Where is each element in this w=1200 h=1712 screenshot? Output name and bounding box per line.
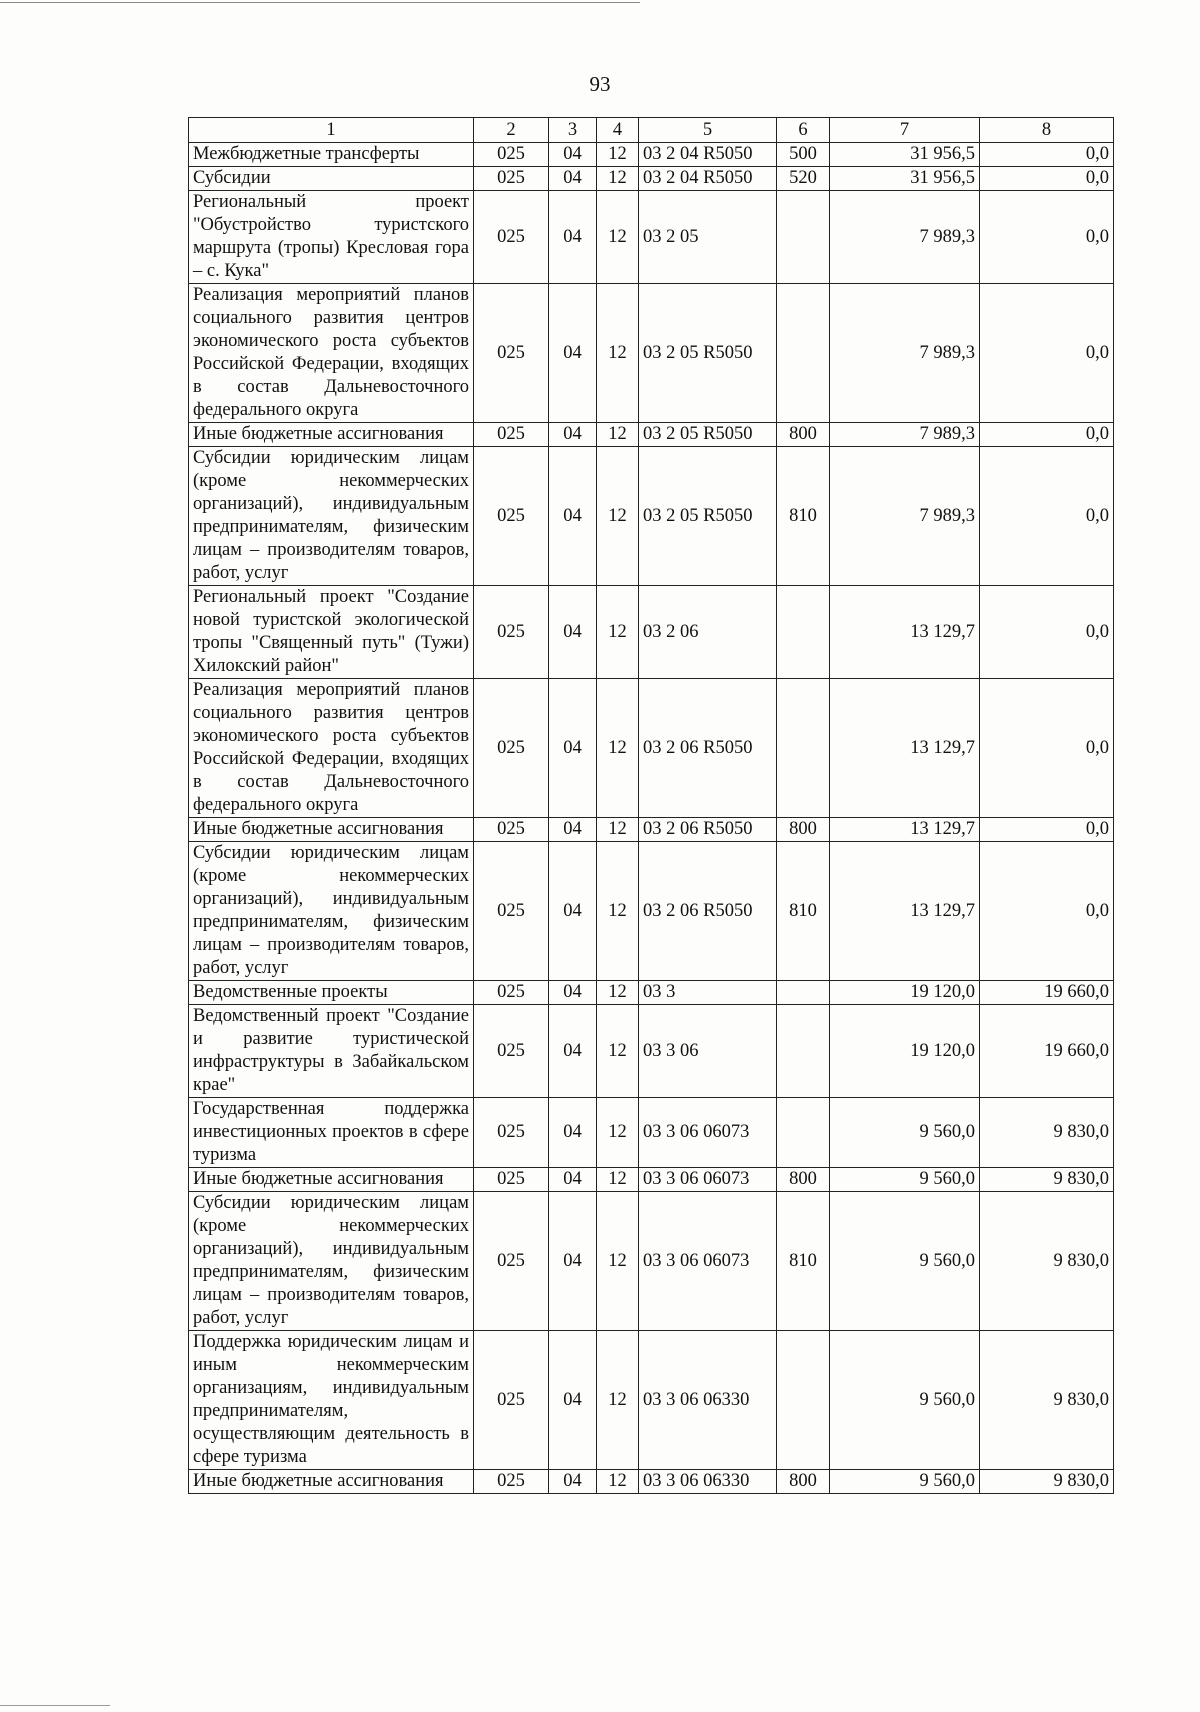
target-article-cell: 03 3 06 06330 bbox=[639, 1470, 777, 1494]
year1-amount-cell: 9 560,0 bbox=[830, 1192, 980, 1331]
year1-amount-cell: 13 129,7 bbox=[830, 586, 980, 679]
year2-amount-cell: 19 660,0 bbox=[980, 1005, 1114, 1098]
expense-type-cell bbox=[777, 981, 830, 1005]
row-name-cell: Иные бюджетные ассигнования bbox=[189, 423, 474, 447]
row-name-cell: Ведомственный проект "Создание и развитие туристической инфраструктуры в Забайкальском крае" bbox=[189, 1005, 474, 1098]
row-name-cell: Ведомственные проекты bbox=[189, 981, 474, 1005]
expense-type-cell bbox=[777, 586, 830, 679]
column-header: 1 bbox=[189, 118, 474, 143]
target-article-cell: 03 3 bbox=[639, 981, 777, 1005]
row-name-cell: Субсидии юридическим лицам (кроме некоммерческих организаций), индивидуальным предпринимателям, физическим лицам – производителям товаров, работ, услуг bbox=[189, 447, 474, 586]
subsection-cell: 04 bbox=[549, 1098, 597, 1168]
year2-amount-cell: 0,0 bbox=[980, 818, 1114, 842]
subsection2-cell: 12 bbox=[597, 167, 639, 191]
section-code-cell: 025 bbox=[474, 1098, 549, 1168]
target-article-cell: 03 2 06 R5050 bbox=[639, 818, 777, 842]
subsection2-cell: 12 bbox=[597, 191, 639, 284]
year1-amount-cell: 7 989,3 bbox=[830, 447, 980, 586]
section-code-cell: 025 bbox=[474, 981, 549, 1005]
year1-amount-cell: 9 560,0 bbox=[830, 1098, 980, 1168]
target-article-cell: 03 3 06 06073 bbox=[639, 1168, 777, 1192]
table-row bbox=[189, 1331, 1114, 1470]
target-article-cell: 03 2 05 bbox=[639, 191, 777, 284]
expense-type-cell bbox=[777, 191, 830, 284]
table-row bbox=[189, 1098, 1114, 1168]
year2-amount-cell: 0,0 bbox=[980, 143, 1114, 167]
table-row bbox=[189, 586, 1114, 679]
expense-type-cell bbox=[777, 1098, 830, 1168]
column-header: 5 bbox=[639, 118, 777, 143]
subsection-cell: 04 bbox=[549, 143, 597, 167]
table-row bbox=[189, 423, 1114, 447]
subsection2-cell: 12 bbox=[597, 143, 639, 167]
subsection-cell: 04 bbox=[549, 586, 597, 679]
row-name-cell: Региональный проект "Обустройство туристского маршрута (тропы) Кресловая гора – с. Кука" bbox=[189, 191, 474, 284]
subsection-cell: 04 bbox=[549, 1192, 597, 1331]
subsection-cell: 04 bbox=[549, 191, 597, 284]
row-name-cell: Субсидии юридическим лицам (кроме некоммерческих организаций), индивидуальным предпринимателям, физическим лицам – производителям товаров, работ, услуг bbox=[189, 842, 474, 981]
subsection-cell: 04 bbox=[549, 842, 597, 981]
subsection2-cell: 12 bbox=[597, 423, 639, 447]
year2-amount-cell: 19 660,0 bbox=[980, 981, 1114, 1005]
table-row bbox=[189, 1168, 1114, 1192]
row-name-cell: Иные бюджетные ассигнования bbox=[189, 1470, 474, 1494]
scan-edge-line bbox=[0, 1705, 110, 1706]
subsection-cell: 04 bbox=[549, 818, 597, 842]
section-code-cell: 025 bbox=[474, 586, 549, 679]
year1-amount-cell: 9 560,0 bbox=[830, 1470, 980, 1494]
column-header: 2 bbox=[474, 118, 549, 143]
row-name-cell: Иные бюджетные ассигнования bbox=[189, 1168, 474, 1192]
year1-amount-cell: 9 560,0 bbox=[830, 1168, 980, 1192]
table-row bbox=[189, 143, 1114, 167]
subsection2-cell: 12 bbox=[597, 1470, 639, 1494]
column-header: 3 bbox=[549, 118, 597, 143]
year1-amount-cell: 9 560,0 bbox=[830, 1331, 980, 1470]
page-number: 93 bbox=[589, 72, 611, 96]
expense-type-cell: 800 bbox=[777, 818, 830, 842]
row-name-cell: Реализация мероприятий планов социального развития центров экономического роста субъектов Российской Федерации, входящих в состав Дальневосточного федерального округа bbox=[189, 679, 474, 818]
column-header: 6 bbox=[777, 118, 830, 143]
table-row bbox=[189, 1005, 1114, 1098]
subsection2-cell: 12 bbox=[597, 1005, 639, 1098]
row-name-cell: Поддержка юридическим лицам и иным некоммерческим организациям, индивидуальным предпринимателям, осуществляющим деятельность в сфере туризма bbox=[189, 1331, 474, 1470]
row-name-cell: Государственная поддержка инвестиционных проектов в сфере туризма bbox=[189, 1098, 474, 1168]
year2-amount-cell: 0,0 bbox=[980, 447, 1114, 586]
section-code-cell: 025 bbox=[474, 818, 549, 842]
subsection-cell: 04 bbox=[549, 1470, 597, 1494]
year2-amount-cell: 0,0 bbox=[980, 842, 1114, 981]
subsection2-cell: 12 bbox=[597, 1331, 639, 1470]
year2-amount-cell: 9 830,0 bbox=[980, 1192, 1114, 1331]
subsection2-cell: 12 bbox=[597, 679, 639, 818]
year2-amount-cell: 9 830,0 bbox=[980, 1168, 1114, 1192]
table-row bbox=[189, 447, 1114, 586]
table-row bbox=[189, 167, 1114, 191]
expense-type-cell bbox=[777, 1005, 830, 1098]
target-article-cell: 03 2 04 R5050 bbox=[639, 167, 777, 191]
target-article-cell: 03 3 06 06330 bbox=[639, 1331, 777, 1470]
expense-type-cell: 810 bbox=[777, 447, 830, 586]
target-article-cell: 03 3 06 06073 bbox=[639, 1098, 777, 1168]
table-row bbox=[189, 1470, 1114, 1494]
column-header: 7 bbox=[830, 118, 980, 143]
row-name-cell: Межбюджетные трансферты bbox=[189, 143, 474, 167]
table-row bbox=[189, 284, 1114, 423]
column-header: 8 bbox=[980, 118, 1114, 143]
subsection2-cell: 12 bbox=[597, 1098, 639, 1168]
year2-amount-cell: 0,0 bbox=[980, 423, 1114, 447]
subsection-cell: 04 bbox=[549, 1331, 597, 1470]
expense-type-cell bbox=[777, 679, 830, 818]
year1-amount-cell: 7 989,3 bbox=[830, 284, 980, 423]
section-code-cell: 025 bbox=[474, 191, 549, 284]
target-article-cell: 03 2 05 R5050 bbox=[639, 447, 777, 586]
table-row bbox=[189, 191, 1114, 284]
table-row bbox=[189, 981, 1114, 1005]
target-article-cell: 03 3 06 06073 bbox=[639, 1192, 777, 1331]
table-header-row bbox=[189, 118, 1114, 143]
expense-type-cell bbox=[777, 284, 830, 423]
row-name-cell: Субсидии bbox=[189, 167, 474, 191]
section-code-cell: 025 bbox=[474, 167, 549, 191]
section-code-cell: 025 bbox=[474, 679, 549, 818]
expense-type-cell: 520 bbox=[777, 167, 830, 191]
section-code-cell: 025 bbox=[474, 1192, 549, 1331]
year2-amount-cell: 9 830,0 bbox=[980, 1098, 1114, 1168]
year1-amount-cell: 31 956,5 bbox=[830, 143, 980, 167]
section-code-cell: 025 bbox=[474, 447, 549, 586]
budget-table bbox=[188, 117, 1114, 1494]
subsection2-cell: 12 bbox=[597, 1168, 639, 1192]
section-code-cell: 025 bbox=[474, 1470, 549, 1494]
table-row bbox=[189, 679, 1114, 818]
year1-amount-cell: 13 129,7 bbox=[830, 679, 980, 818]
year2-amount-cell: 0,0 bbox=[980, 191, 1114, 284]
section-code-cell: 025 bbox=[474, 423, 549, 447]
subsection-cell: 04 bbox=[549, 1005, 597, 1098]
year2-amount-cell: 0,0 bbox=[980, 586, 1114, 679]
section-code-cell: 025 bbox=[474, 1331, 549, 1470]
target-article-cell: 03 2 06 R5050 bbox=[639, 842, 777, 981]
year2-amount-cell: 0,0 bbox=[980, 167, 1114, 191]
section-code-cell: 025 bbox=[474, 284, 549, 423]
year2-amount-cell: 0,0 bbox=[980, 679, 1114, 818]
year1-amount-cell: 7 989,3 bbox=[830, 191, 980, 284]
subsection-cell: 04 bbox=[549, 447, 597, 586]
target-article-cell: 03 2 06 R5050 bbox=[639, 679, 777, 818]
column-header: 4 bbox=[597, 118, 639, 143]
year2-amount-cell: 9 830,0 bbox=[980, 1331, 1114, 1470]
section-code-cell: 025 bbox=[474, 842, 549, 981]
expense-type-cell: 500 bbox=[777, 143, 830, 167]
section-code-cell: 025 bbox=[474, 143, 549, 167]
year1-amount-cell: 7 989,3 bbox=[830, 423, 980, 447]
expense-type-cell: 800 bbox=[777, 1168, 830, 1192]
subsection-cell: 04 bbox=[549, 167, 597, 191]
subsection-cell: 04 bbox=[549, 981, 597, 1005]
section-code-cell: 025 bbox=[474, 1168, 549, 1192]
year2-amount-cell: 9 830,0 bbox=[980, 1470, 1114, 1494]
subsection-cell: 04 bbox=[549, 423, 597, 447]
section-code-cell: 025 bbox=[474, 1005, 549, 1098]
row-name-cell: Иные бюджетные ассигнования bbox=[189, 818, 474, 842]
expense-type-cell bbox=[777, 1331, 830, 1470]
subsection2-cell: 12 bbox=[597, 981, 639, 1005]
subsection2-cell: 12 bbox=[597, 284, 639, 423]
expense-type-cell: 800 bbox=[777, 1470, 830, 1494]
expense-type-cell: 800 bbox=[777, 423, 830, 447]
row-name-cell: Региональный проект "Создание новой туристской экологической тропы "Священный путь" (Тужи) Хилокский район" bbox=[189, 586, 474, 679]
year1-amount-cell: 13 129,7 bbox=[830, 818, 980, 842]
target-article-cell: 03 2 04 R5050 bbox=[639, 143, 777, 167]
subsection-cell: 04 bbox=[549, 284, 597, 423]
subsection-cell: 04 bbox=[549, 1168, 597, 1192]
table-row bbox=[189, 818, 1114, 842]
year1-amount-cell: 19 120,0 bbox=[830, 981, 980, 1005]
subsection2-cell: 12 bbox=[597, 842, 639, 981]
subsection2-cell: 12 bbox=[597, 447, 639, 586]
target-article-cell: 03 2 06 bbox=[639, 586, 777, 679]
subsection2-cell: 12 bbox=[597, 586, 639, 679]
table-row bbox=[189, 842, 1114, 981]
subsection2-cell: 12 bbox=[597, 1192, 639, 1331]
target-article-cell: 03 2 05 R5050 bbox=[639, 423, 777, 447]
year1-amount-cell: 19 120,0 bbox=[830, 1005, 980, 1098]
subsection-cell: 04 bbox=[549, 679, 597, 818]
scan-edge-line bbox=[0, 2, 640, 3]
subsection2-cell: 12 bbox=[597, 818, 639, 842]
year2-amount-cell: 0,0 bbox=[980, 284, 1114, 423]
target-article-cell: 03 3 06 bbox=[639, 1005, 777, 1098]
row-name-cell: Реализация мероприятий планов социального развития центров экономического роста субъектов Российской Федерации, входящих в состав Дальневосточного федерального округа bbox=[189, 284, 474, 423]
year1-amount-cell: 13 129,7 bbox=[830, 842, 980, 981]
year1-amount-cell: 31 956,5 bbox=[830, 167, 980, 191]
target-article-cell: 03 2 05 R5050 bbox=[639, 284, 777, 423]
row-name-cell: Субсидии юридическим лицам (кроме некоммерческих организаций), индивидуальным предпринимателям, физическим лицам – производителям товаров, работ, услуг bbox=[189, 1192, 474, 1331]
expense-type-cell: 810 bbox=[777, 842, 830, 981]
expense-type-cell: 810 bbox=[777, 1192, 830, 1331]
table-row bbox=[189, 1192, 1114, 1331]
